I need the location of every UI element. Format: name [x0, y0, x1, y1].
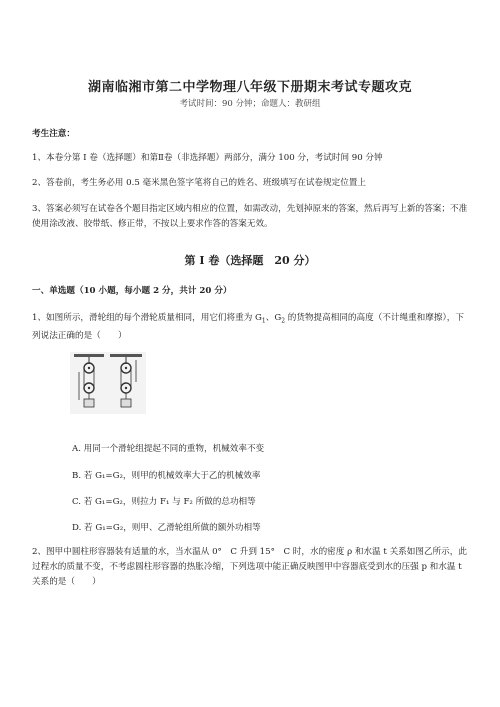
question-1-stem: [32, 311, 472, 344]
q1-stem-a: 1、如图所示，滑轮组的每个滑轮质量相同，用它们将重为 G: [32, 313, 262, 323]
notice-item-1: 1、本卷分第 I 卷（选择题）和第Ⅱ卷（非选择题）两部分，满分 100 分，考试时间 90 分钟: [32, 153, 383, 163]
q1-option-d: D. 若 G₁=G₂，则甲、乙滑轮组所做的额外功相等: [72, 523, 261, 533]
q1-sub-2: 2: [281, 317, 286, 325]
pulley-figure: [70, 352, 146, 414]
part-heading: 一、单选题（10 小题，每小题 2 分，共计 20 分）: [32, 286, 232, 296]
q1-stem-c: 的货物提高相同的高度（不计绳重和摩擦），下列说法正确的是（ ）: [32, 313, 464, 341]
q1-sub-1: 1: [261, 317, 266, 325]
notice-item-2: 2、答卷前，考生务必用 0.5 毫米黑色签字笔将自己的姓名、班级填写在试卷规定位置上: [32, 178, 366, 188]
q1-option-c: C. 若 G₁=G₂，则拉力 F₁ 与 F₂ 所做的总功相等: [72, 497, 256, 507]
section-title: 第 I 卷（选择题 20 分）: [184, 254, 316, 267]
notice-heading: 考生注意：: [32, 129, 75, 139]
exam-meta: 考试时间：90 分钟；命题人：教研组: [179, 99, 321, 109]
q1-stem-b: 、G: [265, 313, 282, 323]
question-2-text: 2、图甲中圆柱形容器装有适量的水，当水温从 0° C 升到 15° C 时，水的密度 ρ 和水温 t 关系如图乙所示，此过程水的质量不变，不考虑圆柱形容器的热胀冷缩，下列选项中能正确反映图甲中容器底受到水的压强 p 和水温 t 关系的是（ ）: [32, 547, 467, 587]
exam-title: 湖南临湘市第二中学物理八年级下册期末考试专题攻克: [87, 80, 412, 95]
q1-option-b: B. 若 G₁=G₂，则甲的机械效率大于乙的机械效率: [72, 471, 261, 481]
q1-option-a: A. 用同一个滑轮组提起不同的重物，机械效率不变: [72, 444, 265, 454]
notice-item-3: 3、答案必须写在试卷各个题目指定区域内相应的位置，如需改动，先划掉原来的答案，然后再写上新的答案；不准使用涂改液、胶带纸、修正带，不按以上要求作答的答案无效。: [32, 204, 468, 229]
